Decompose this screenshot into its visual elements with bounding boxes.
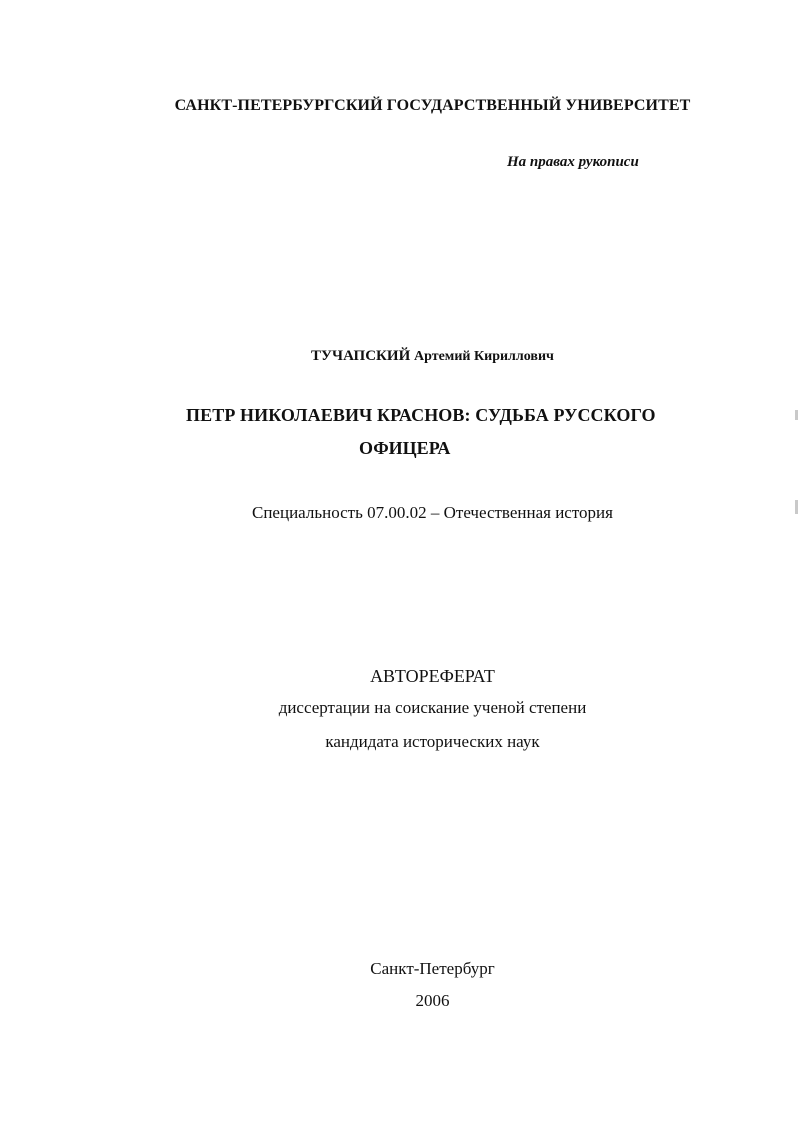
manuscript-rights-note: На правах рукописи — [507, 154, 639, 170]
dissertation-title-line-2: ОФИЦЕРА — [359, 438, 451, 458]
publication-city: Санкт-Петербург — [370, 959, 495, 978]
specialty-line: Специальность 07.00.02 – Отечественная история — [252, 503, 613, 522]
publication-year: 2006 — [415, 991, 450, 1010]
document-description-line-2: кандидата исторических наук — [325, 732, 540, 751]
document-description-line-1: диссертации на соискание ученой степени — [278, 698, 587, 717]
scan-edge-mark — [795, 410, 798, 420]
scan-edge-mark — [795, 500, 798, 514]
dissertation-title-line-1: ПЕТР НИКОЛАЕВИЧ КРАСНОВ: СУДЬБА РУССКОГО — [186, 405, 656, 425]
author-given-names: Артемий Кириллович — [414, 349, 554, 364]
author-surname: ТУЧАПСКИЙ — [311, 348, 411, 364]
document-type-heading: АВТОРЕФЕРАТ — [370, 666, 495, 686]
university-name: САНКТ-ПЕТЕРБУРГСКИЙ ГОСУДАРСТВЕННЫЙ УНИВЕРСИТЕТ — [174, 97, 691, 114]
author-name — [0, 349, 800, 364]
